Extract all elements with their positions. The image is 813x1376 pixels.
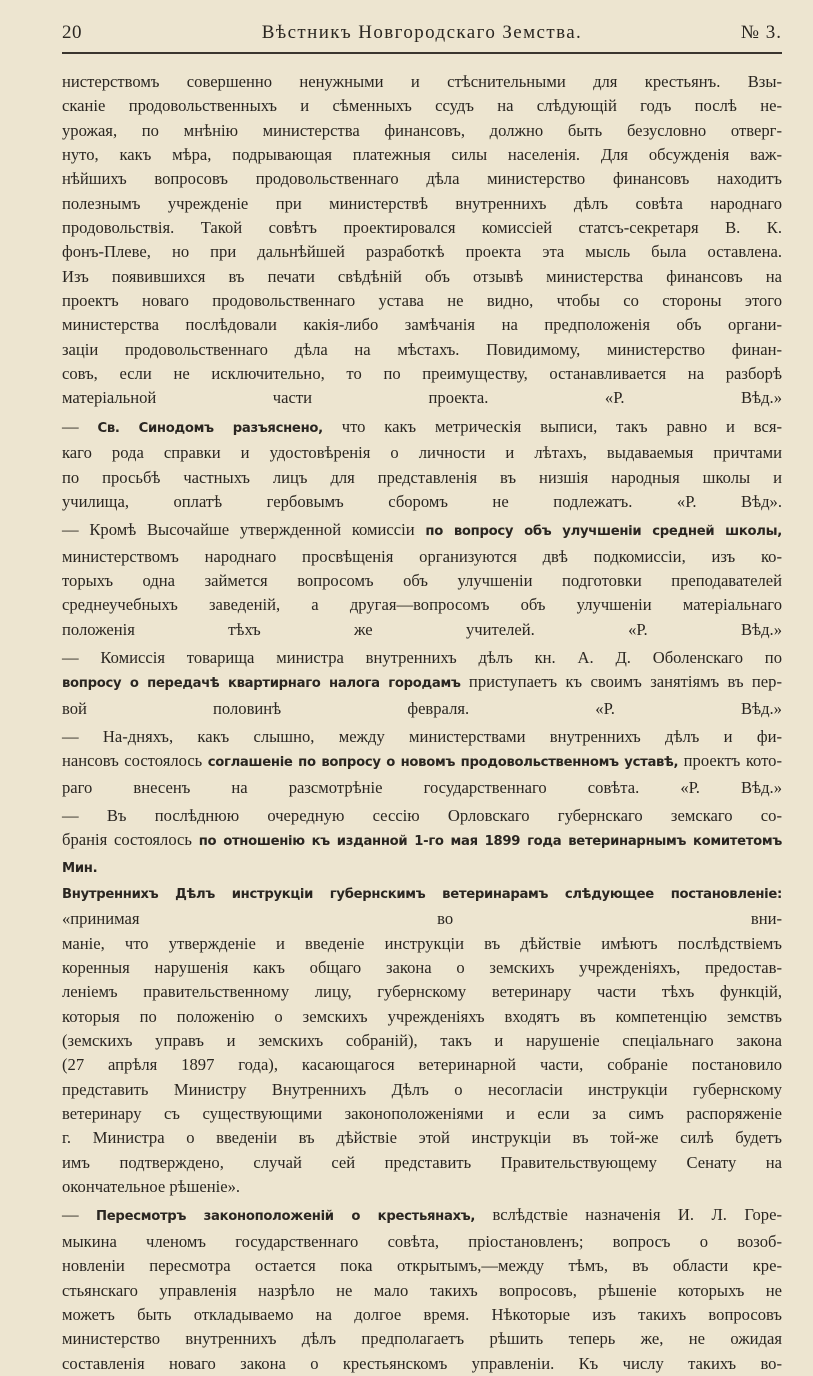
source-signature: «Р. Вѣд.» bbox=[595, 698, 782, 718]
text-line: — На-дняхъ, какъ слышно, между министерствами внутреннихъ дѣлъ и фи- bbox=[62, 726, 782, 746]
text-line: продовольствія. Такой совѣтъ проектировался комиссіей статсъ-секретаря В. К. bbox=[62, 218, 782, 238]
text-line-with-signature bbox=[62, 490, 782, 514]
text-line: совъ, если не исключительно, то по преимуществу, останавливается на разборѣ bbox=[62, 364, 782, 384]
text-line: которыя по положенію о земскихъ учрежденіяхъ входятъ въ компетенцію земствъ bbox=[62, 1006, 782, 1026]
last-line-text: положенія тѣхъ же учителей. bbox=[62, 619, 535, 639]
paragraph-continuation bbox=[62, 70, 782, 411]
text-line: мыкина членомъ государственнаго совѣта, пріостановленъ; вопросъ о возоб- bbox=[62, 1231, 782, 1251]
news-item-peasant-laws bbox=[62, 1203, 782, 1375]
text-line: представить Министру Внутреннихъ Дѣлъ о несогласіи инструкціи губернскому bbox=[62, 1079, 782, 1099]
dash-lead: — bbox=[62, 1205, 97, 1225]
text-line bbox=[62, 749, 782, 775]
dash-lead: — Кромѣ Высочайше утвержденной комиссіи bbox=[62, 520, 426, 540]
text-line: новленіи пересмотра остается пока открытымъ,—между тѣмъ, въ области кре- bbox=[62, 1256, 782, 1276]
bold-heading: Пересмотръ законоположеній о крестьянахъ, bbox=[96, 1209, 476, 1225]
text-line: среднеучебныхъ заведеній, а другая—вопросомъ объ улучшеніи матеріальнаго bbox=[62, 595, 782, 615]
text-line: министерства послѣдовали какія-либо замѣчанія на предположенія объ органи- bbox=[62, 315, 782, 335]
text-line: полезнымъ учрежденіе при министерствѣ внутреннихъ дѣлъ совѣта народнаго bbox=[62, 193, 782, 213]
text-line-with-signature bbox=[62, 386, 782, 410]
text-line: каго рода справки и удостовѣренія о личности и лѣтахъ, выдаваемыя причтами bbox=[62, 443, 782, 463]
line-rest: «принимая во вни- bbox=[62, 909, 782, 929]
article-body bbox=[62, 70, 782, 1376]
text-line bbox=[62, 881, 782, 932]
text-line: — Въ послѣднюю очередную сессію Орловскаго губернскаго земскаго со- bbox=[62, 805, 782, 825]
page-header bbox=[62, 20, 782, 54]
text-line bbox=[62, 518, 782, 544]
text-line: заціи продовольственнаго дѣла на мѣстахъ. Повидимому, министерство финан- bbox=[62, 339, 782, 359]
text-line: коренныя нарушенія какъ общаго закона о земскихъ учрежденіяхъ, предостав- bbox=[62, 958, 782, 978]
text-line: Изъ появившихся въ печати свѣдѣній объ отзывѣ министерства финансовъ на bbox=[62, 266, 782, 286]
source-signature: «Р. Вѣд.» bbox=[628, 619, 783, 639]
dash-lead: — bbox=[62, 416, 98, 436]
text-line: нѣйшихъ вопросовъ продовольственнаго дѣла министерство финансовъ находитъ bbox=[62, 169, 782, 189]
line-lead: бранія состоялось bbox=[62, 830, 199, 850]
last-line-text: раго внесенъ на разсмотрѣніе государственнаго совѣта. bbox=[62, 777, 640, 797]
text-line: по просьбѣ частныхъ лицъ для представленія въ низшія народныя школы и bbox=[62, 467, 782, 487]
news-item-apartment-tax bbox=[62, 646, 782, 721]
text-line: леніемъ правительственному лицу, губернскому ветеринару части тѣхъ функцій, bbox=[62, 982, 782, 1002]
text-line: сканіе продовольственныхъ и сѣменныхъ ссудъ на слѣдующій годъ послѣ не- bbox=[62, 96, 782, 116]
news-item-synod bbox=[62, 415, 782, 514]
text-line: (земскихъ управъ и земскихъ собраній), такъ и нарушеніе спеціальнаго закона bbox=[62, 1031, 782, 1051]
line-rest: что какъ метрическія выписи, такъ равно и вся- bbox=[322, 416, 782, 436]
text-line: фонъ-Плеве, но при дальнѣйшей разработкѣ проекта эта мысль была оставлена. bbox=[62, 242, 782, 262]
bold-heading: вопросу о передачѣ квартирнаго налога городамъ bbox=[62, 676, 461, 692]
line-rest: проектъ кото- bbox=[678, 751, 782, 771]
text-line: (27 апрѣля 1897 года), касающагося ветеринарной части, собраніе постановило bbox=[62, 1055, 782, 1075]
text-line: — Комиссія товарища министра внутреннихъ дѣлъ кн. А. Д. Оболенскаго по bbox=[62, 647, 782, 667]
text-line-with-signature bbox=[62, 776, 782, 800]
text-line: имъ подтверждено, случай сей представить Правительствующему Сенату на bbox=[62, 1152, 782, 1172]
line-rest: приступаетъ къ своимъ занятіямъ въ пер- bbox=[460, 672, 782, 692]
text-line: ветеринару съ существующими законоположеніями и если за симъ распоряженіе bbox=[62, 1104, 782, 1124]
text-line bbox=[62, 828, 782, 881]
text-line: можетъ быть откладываемо на долгое время. Нѣкоторые изъ такихъ вопросовъ bbox=[62, 1304, 782, 1324]
bold-heading: Внутреннихъ Дѣлъ инструкціи губернскимъ ветеринарамъ слѣдующее постановленіе: bbox=[62, 887, 782, 902]
text-line bbox=[62, 415, 782, 441]
line-rest: вслѣдствіе назначенія И. Л. Горе- bbox=[475, 1205, 782, 1225]
text-line: проектъ новаго продовольственнаго устава не видно, чтобы со стороны этого bbox=[62, 291, 782, 311]
last-line-text: училища, оплатѣ гербовымъ сборомъ не подлежатъ. bbox=[62, 491, 633, 511]
text-line: маніе, что утвержденіе и введеніе инструкціи въ дѣйствіе имѣютъ послѣдствіемъ bbox=[62, 933, 782, 953]
text-line: г. Министра о введеніи въ дѣйствіе этой инструкціи въ той-же силѣ будетъ bbox=[62, 1128, 782, 1148]
text-line: нуто, какъ мѣра, подрывающая платежныя силы населенія. Для обсужденія важ- bbox=[62, 145, 782, 165]
text-line: нистерствомъ совершенно ненужными и стѣснительными для крестьянъ. Взы- bbox=[62, 72, 782, 91]
text-line-with-signature bbox=[62, 697, 782, 721]
source-signature: «Р. Вѣд». bbox=[676, 491, 782, 511]
text-line-with-signature bbox=[62, 618, 782, 642]
text-line: министерство внутреннихъ дѣлъ предполагаетъ рѣшить теперь же, не ожидая bbox=[62, 1329, 782, 1349]
bold-heading: по отношенію къ изданной 1-го мая 1899 года ветеринарнымъ комитетомъ Мин. bbox=[62, 834, 782, 876]
bold-heading: соглашеніе по вопросу о новомъ продовольственномъ уставѣ, bbox=[207, 755, 679, 771]
text-line: окончательное рѣшеніе». bbox=[62, 1177, 241, 1197]
last-line-text: матеріальной части проекта. bbox=[62, 388, 489, 408]
source-signature: «Р. Вѣд.» bbox=[680, 777, 782, 797]
text-line: стьянскаго управленія назрѣло не мало такихъ вопросовъ, рѣшеніе которыхъ не bbox=[62, 1280, 782, 1300]
line-lead: нансовъ состоялось bbox=[62, 751, 208, 771]
text-line bbox=[62, 1203, 782, 1229]
bold-heading: по вопросу объ улучшеніи средней школы, bbox=[425, 524, 782, 540]
bold-heading: Св. Синодомъ разъяснено, bbox=[97, 420, 323, 436]
issue-number: № 3. bbox=[740, 22, 782, 43]
journal-title: Вѣстникъ Новгородскаго Земства. bbox=[261, 22, 583, 43]
page-number: 20 bbox=[62, 22, 82, 43]
text-line: составленія новаго закона о крестьянскомъ управленіи. Къ числу такихъ во- bbox=[62, 1353, 782, 1373]
last-line-text: вой половинѣ февраля. bbox=[62, 698, 470, 718]
text-line bbox=[62, 670, 782, 696]
text-line: урожая, по мнѣнію министерства финансовъ, должно быть безусловно отверг- bbox=[62, 120, 782, 140]
news-item-food-charter bbox=[62, 725, 782, 800]
text-line: торыхъ одна займется вопросомъ объ улучшеніи подготовки преподавателей bbox=[62, 570, 782, 590]
news-item-orel-zemstvo bbox=[62, 804, 782, 1200]
news-item-school-commission bbox=[62, 518, 782, 642]
source-signature: «Р. Вѣд.» bbox=[604, 388, 782, 408]
text-line: министерствомъ народнаго просвѣщенія организуются двѣ подкомиссіи, изъ ко- bbox=[62, 546, 782, 566]
